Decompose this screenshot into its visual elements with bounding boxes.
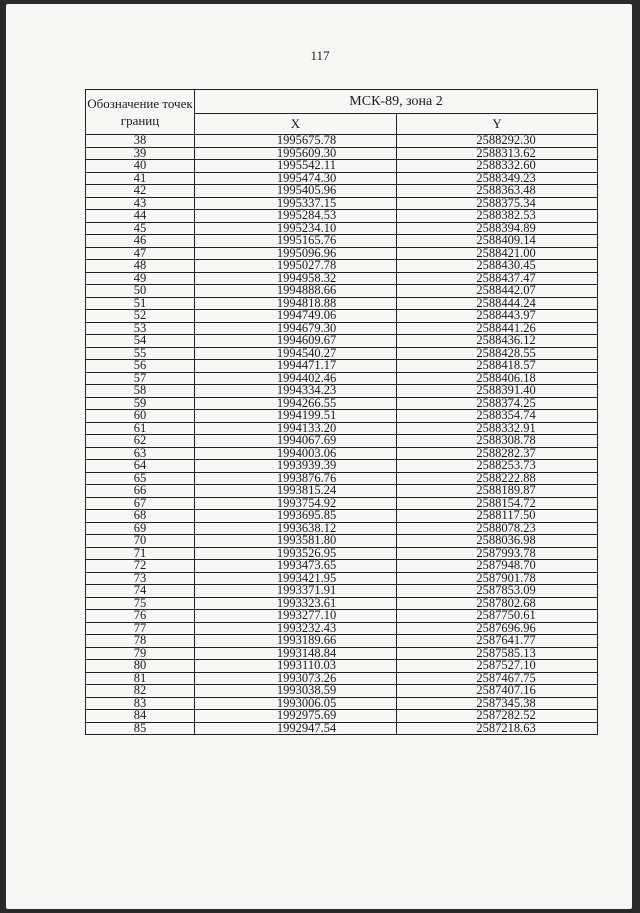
y-cell: 2588375.34: [397, 197, 598, 210]
table-row: [86, 222, 598, 235]
table-row: [86, 185, 598, 198]
y-cell: 2588436.12: [397, 335, 598, 348]
point-cell: 72: [86, 560, 195, 573]
x-cell: 1994958.32: [195, 272, 397, 285]
table-row: [86, 197, 598, 210]
y-cell: 2588036.98: [397, 535, 598, 548]
x-cell: 1994818.88: [195, 297, 397, 310]
point-cell: 46: [86, 235, 195, 248]
y-cell: 2587641.77: [397, 635, 598, 648]
y-cell: 2588430.45: [397, 260, 598, 273]
x-cell: 1993876.76: [195, 472, 397, 485]
table-row: [86, 660, 598, 673]
x-cell: 1994540.27: [195, 347, 397, 360]
table-row: [86, 335, 598, 348]
y-cell: 2588332.60: [397, 160, 598, 173]
x-cell: 1993939.39: [195, 460, 397, 473]
x-cell: 1995165.76: [195, 235, 397, 248]
y-cell: 2588282.37: [397, 447, 598, 460]
table-row: [86, 647, 598, 660]
table-row: [86, 622, 598, 635]
x-cell: 1993638.12: [195, 522, 397, 535]
y-cell: 2587750.61: [397, 610, 598, 623]
x-cell: 1993189.66: [195, 635, 397, 648]
y-cell: 2588437.47: [397, 272, 598, 285]
y-cell: 2588332.91: [397, 422, 598, 435]
x-cell: 1993073.26: [195, 672, 397, 685]
y-cell: 2587282.52: [397, 710, 598, 723]
table-row: [86, 722, 598, 735]
point-cell: 52: [86, 310, 195, 323]
table-row: [86, 485, 598, 498]
x-cell: 1995234.10: [195, 222, 397, 235]
x-cell: 1993815.24: [195, 485, 397, 498]
y-cell: 2588409.14: [397, 235, 598, 248]
y-cell: 2588444.24: [397, 297, 598, 310]
table-row: [86, 597, 598, 610]
y-cell: 2587407.16: [397, 685, 598, 698]
y-cell: 2588253.73: [397, 460, 598, 473]
y-cell: 2588443.97: [397, 310, 598, 323]
table-row: [86, 685, 598, 698]
x-cell: 1995474.30: [195, 172, 397, 185]
y-cell: 2587948.70: [397, 560, 598, 573]
y-cell: 2588222.88: [397, 472, 598, 485]
table-row: [86, 235, 598, 248]
x-cell: 1993323.61: [195, 597, 397, 610]
y-cell: 2588354.74: [397, 410, 598, 423]
table-row: [86, 285, 598, 298]
table-row: [86, 322, 598, 335]
x-cell: 1994334.23: [195, 385, 397, 398]
table-row: [86, 635, 598, 648]
point-cell: 53: [86, 322, 195, 335]
y-cell: 2587345.38: [397, 697, 598, 710]
y-cell: 2588382.53: [397, 210, 598, 223]
table-row: [86, 422, 598, 435]
y-cell: 2588308.78: [397, 435, 598, 448]
table-row: [86, 572, 598, 585]
table-row: [86, 160, 598, 173]
point-label-header: Обозначение точек границ: [86, 90, 195, 135]
point-cell: 61: [86, 422, 195, 435]
y-cell: 2587901.78: [397, 572, 598, 585]
table-row: [86, 472, 598, 485]
table-row: [86, 435, 598, 448]
table-row: [86, 272, 598, 285]
point-cell: 84: [86, 710, 195, 723]
x-cell: 1994067.69: [195, 435, 397, 448]
x-cell: 1992975.69: [195, 710, 397, 723]
x-cell: 1995284.53: [195, 210, 397, 223]
x-cell: 1993232.43: [195, 622, 397, 635]
x-cell: 1994749.06: [195, 310, 397, 323]
table-row: [86, 247, 598, 260]
coordinate-system-header: МСК-89, зона 2: [195, 90, 598, 114]
y-cell: 2588391.40: [397, 385, 598, 398]
x-cell: 1995675.78: [195, 135, 397, 148]
x-column-header: X: [195, 114, 397, 135]
x-cell: 1994609.67: [195, 335, 397, 348]
point-cell: 71: [86, 547, 195, 560]
point-cell: 82: [86, 685, 195, 698]
y-cell: 2587527.10: [397, 660, 598, 673]
point-cell: 73: [86, 572, 195, 585]
x-cell: 1993006.05: [195, 697, 397, 710]
y-cell: 2587853.09: [397, 585, 598, 598]
point-cell: 62: [86, 435, 195, 448]
point-cell: 43: [86, 197, 195, 210]
point-cell: 40: [86, 160, 195, 173]
x-cell: 1993473.65: [195, 560, 397, 573]
point-cell: 81: [86, 672, 195, 685]
point-cell: 74: [86, 585, 195, 598]
point-cell: 65: [86, 472, 195, 485]
x-cell: 1994888.66: [195, 285, 397, 298]
y-cell: 2588363.48: [397, 185, 598, 198]
table-row: [86, 460, 598, 473]
point-cell: 50: [86, 285, 195, 298]
y-cell: 2588394.89: [397, 222, 598, 235]
y-cell: 2587993.78: [397, 547, 598, 560]
table-row: [86, 522, 598, 535]
y-cell: 2588313.62: [397, 147, 598, 160]
point-cell: 38: [86, 135, 195, 148]
point-cell: 70: [86, 535, 195, 548]
point-cell: 48: [86, 260, 195, 273]
point-cell: 42: [86, 185, 195, 198]
point-cell: 64: [86, 460, 195, 473]
point-cell: 44: [86, 210, 195, 223]
y-cell: 2587802.68: [397, 597, 598, 610]
y-column-header: Y: [397, 114, 598, 135]
table-row: [86, 360, 598, 373]
x-cell: 1995096.96: [195, 247, 397, 260]
x-cell: 1994266.55: [195, 397, 397, 410]
x-cell: 1993038.59: [195, 685, 397, 698]
x-cell: 1995405.96: [195, 185, 397, 198]
x-cell: 1995337.15: [195, 197, 397, 210]
table-row: [86, 260, 598, 273]
point-cell: 54: [86, 335, 195, 348]
y-cell: 2588078.23: [397, 522, 598, 535]
y-cell: 2587696.96: [397, 622, 598, 635]
point-cell: 47: [86, 247, 195, 260]
y-cell: 2587467.75: [397, 672, 598, 685]
y-cell: 2588441.26: [397, 322, 598, 335]
table-row: [86, 397, 598, 410]
point-cell: 51: [86, 297, 195, 310]
table-row: [86, 147, 598, 160]
x-cell: 1994133.20: [195, 422, 397, 435]
x-cell: 1995542.11: [195, 160, 397, 173]
table-row: [86, 135, 598, 148]
y-cell: 2588154.72: [397, 497, 598, 510]
x-cell: 1993695.85: [195, 510, 397, 523]
x-cell: 1994402.46: [195, 372, 397, 385]
table-row: [86, 510, 598, 523]
table-row: [86, 297, 598, 310]
point-cell: 79: [86, 647, 195, 660]
point-cell: 68: [86, 510, 195, 523]
table-row: [86, 710, 598, 723]
point-cell: 57: [86, 372, 195, 385]
x-cell: 1993581.80: [195, 535, 397, 548]
table-row: [86, 610, 598, 623]
x-cell: 1992947.54: [195, 722, 397, 735]
x-cell: 1994199.51: [195, 410, 397, 423]
coordinates-table: [85, 89, 598, 735]
point-cell: 39: [86, 147, 195, 160]
table-row: [86, 447, 598, 460]
x-cell: 1995027.78: [195, 260, 397, 273]
y-cell: 2587585.13: [397, 647, 598, 660]
point-cell: 75: [86, 597, 195, 610]
page-number: 117: [310, 48, 330, 63]
table-row: [86, 385, 598, 398]
table-row: [86, 547, 598, 560]
table-body: [86, 135, 598, 735]
point-cell: 85: [86, 722, 195, 735]
point-cell: 56: [86, 360, 195, 373]
y-cell: 2588428.55: [397, 347, 598, 360]
y-cell: 2588189.87: [397, 485, 598, 498]
table-row: [86, 585, 598, 598]
point-cell: 67: [86, 497, 195, 510]
table-row: [86, 310, 598, 323]
point-cell: 55: [86, 347, 195, 360]
table-header: [86, 90, 598, 135]
y-cell: 2588117.50: [397, 510, 598, 523]
table-row: [86, 497, 598, 510]
point-cell: 77: [86, 622, 195, 635]
y-cell: 2588292.30: [397, 135, 598, 148]
x-cell: 1993421.95: [195, 572, 397, 585]
table-row: [86, 410, 598, 423]
point-cell: 45: [86, 222, 195, 235]
y-cell: 2588374.25: [397, 397, 598, 410]
y-cell: 2587218.63: [397, 722, 598, 735]
table-row: [86, 347, 598, 360]
y-cell: 2588349.23: [397, 172, 598, 185]
y-cell: 2588442.07: [397, 285, 598, 298]
point-cell: 76: [86, 610, 195, 623]
table-row: [86, 697, 598, 710]
point-cell: 83: [86, 697, 195, 710]
x-cell: 1993148.84: [195, 647, 397, 660]
x-cell: 1993754.92: [195, 497, 397, 510]
x-cell: 1993371.91: [195, 585, 397, 598]
point-cell: 66: [86, 485, 195, 498]
x-cell: 1995609.30: [195, 147, 397, 160]
x-cell: 1993277.10: [195, 610, 397, 623]
point-cell: 69: [86, 522, 195, 535]
point-cell: 78: [86, 635, 195, 648]
x-cell: 1994003.06: [195, 447, 397, 460]
point-cell: 63: [86, 447, 195, 460]
point-cell: 60: [86, 410, 195, 423]
table-row: [86, 210, 598, 223]
y-cell: 2588421.00: [397, 247, 598, 260]
table-row: [86, 560, 598, 573]
table-row: [86, 372, 598, 385]
point-cell: 41: [86, 172, 195, 185]
x-cell: 1993110.03: [195, 660, 397, 673]
point-cell: 80: [86, 660, 195, 673]
y-cell: 2588418.57: [397, 360, 598, 373]
x-cell: 1994471.17: [195, 360, 397, 373]
table-row: [86, 172, 598, 185]
point-cell: 58: [86, 385, 195, 398]
x-cell: 1993526.95: [195, 547, 397, 560]
table-row: [86, 672, 598, 685]
point-cell: 49: [86, 272, 195, 285]
point-cell: 59: [86, 397, 195, 410]
table-row: [86, 535, 598, 548]
x-cell: 1994679.30: [195, 322, 397, 335]
y-cell: 2588406.18: [397, 372, 598, 385]
